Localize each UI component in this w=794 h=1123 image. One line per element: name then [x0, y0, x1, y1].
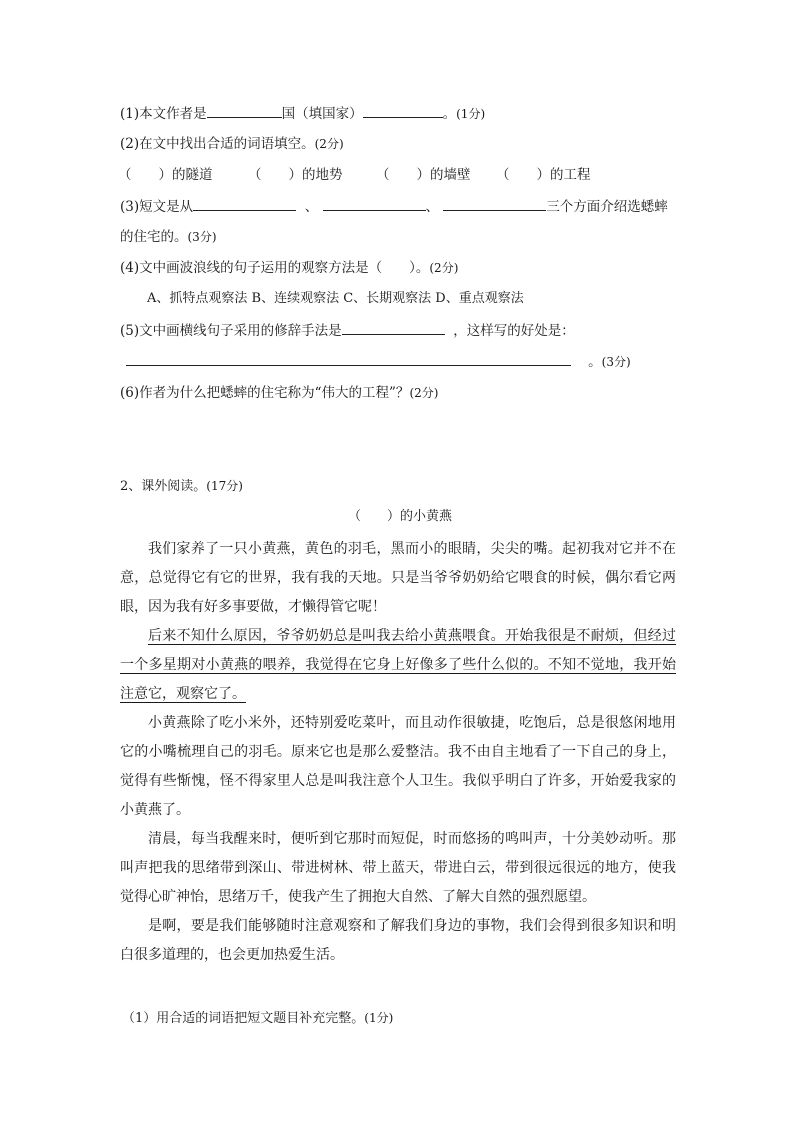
question-4-points: (2分): [429, 261, 459, 275]
question-1: [120, 103, 680, 124]
article-paragraph: 是啊，要是我们能够随时注意观察和了解我们身边的事物，我们会得到很多知识和明白很多道理的，也会更加热爱生活。: [120, 918, 676, 963]
question-5: [120, 320, 680, 341]
question-5-points: (3分): [601, 355, 631, 369]
fill-item[interactable]: （ ）的地势: [248, 167, 343, 183]
section-2-question-1-points: (1分): [364, 1011, 394, 1025]
article-paragraph: 清晨，每当我醒来时，便听到它那时而短促，时而悠扬的鸣叫声，十分美妙动听。那叫声把我的思绪带到深山、带进树林、带上蓝天，带进白云，带到很远很远的地方，使我觉得心旷神怡，思绪万千，使我产生了拥抱大自然、了解大自然的强烈愿望。: [120, 831, 676, 905]
section-2-question-1-label: （1）用合适的词语把短文题目补充完整。: [122, 1011, 365, 1026]
article-body: [120, 535, 676, 970]
question-2-label: (2)在文中找出合适的词语填空。: [120, 136, 315, 152]
question-5-cont: [120, 351, 680, 372]
fill-item[interactable]: （ ）的工程: [496, 167, 591, 183]
question-4-label: (4)文中画波浪线的句子运用的观察方法是（ ）。: [120, 260, 430, 276]
answer-blank-aspect-2[interactable]: [323, 196, 426, 211]
question-3-cont: [120, 227, 680, 247]
question-2: [120, 134, 680, 154]
question-3-sep: 、: [425, 199, 440, 215]
section-2-points: (17分): [206, 479, 243, 493]
question-6: [120, 383, 680, 403]
question-2-items: [118, 165, 678, 185]
question-3-sep: 、: [304, 199, 319, 215]
answer-blank-aspect-3[interactable]: [443, 196, 546, 211]
section-2-title: 2、课外阅读。: [120, 479, 207, 494]
answer-blank-author-name[interactable]: [363, 103, 443, 118]
question-1-label: (1)本文作者是: [120, 106, 207, 122]
question-6-points: (2分): [409, 386, 439, 400]
question-1-points: (1分): [456, 107, 486, 121]
section-2-question-1: [122, 1008, 682, 1029]
question-5-label: (5)文中画横线句子采用的修辞手法是: [120, 323, 342, 339]
section-2-heading: [120, 476, 680, 497]
fill-item[interactable]: （ ）的隧道: [118, 167, 213, 183]
article-paragraph: 我们家养了一只小黄燕，黄色的羽毛，黑而小的眼睛，尖尖的嘴。起初我对它并不在意，总觉得它有它的世界，我有我的天地。只是当爷爷奶奶给它喂食的时候，偶尔看它两眼，因为我有好多事要做，才懒得管它呢！: [120, 541, 676, 615]
question-6-label: (6)作者为什么把蟋蟀的住宅称为“伟大的工程”？: [120, 385, 410, 401]
answer-blank-rhetoric[interactable]: [342, 320, 445, 335]
question-3-tail: 三个方面介绍选蟋蟀: [546, 199, 668, 215]
question-3: [120, 196, 680, 217]
article-paragraph: 小黄燕除了吃小米外，还特别爱吃菜叶，而且动作很敏捷，吃饱后，总是很悠闲地用它的小嘴梳理自己的羽毛。原来它也是那么爱整洁。我不由自主地看了一下自己的身上，觉得有些惭愧，怪不得家里人总是叫我注意个人卫生。我似乎明白了许多，开始爱我家的小黄燕了。: [120, 715, 676, 818]
answer-blank-aspect-1[interactable]: [193, 196, 296, 211]
question-4: [120, 258, 680, 278]
question-3-label: (3)短文是从: [120, 199, 194, 215]
question-1-end: 。: [442, 106, 457, 122]
question-3-points: (3分): [187, 230, 217, 244]
answer-blank-author[interactable]: [207, 103, 282, 118]
answer-blank-benefit[interactable]: [126, 351, 571, 366]
article-paragraph-underlined: 后来不知什么原因，爷爷奶奶总是叫我去给小黄燕喂食。开始我很是不耐烦，但经过一个多星期对小黄燕的喂养，我觉得在它身上好像多了些什么似的。不知不觉地，我开始注意它，观察它了。: [120, 628, 676, 702]
fill-item[interactable]: （ ）的墙壁: [376, 167, 471, 183]
question-5-end: 。: [588, 354, 602, 370]
question-2-points: (2分): [314, 137, 344, 151]
question-5-tail: ，这样写的好处是：: [453, 323, 575, 339]
article-title: （ ）的小黄燕: [347, 509, 452, 524]
question-1-mid: 国（填国家）: [281, 106, 363, 122]
question-4-options[interactable]: A、抓特点观察法 B、连续观察法 C、长期观察法 D、重点观察法: [147, 291, 524, 306]
question-3-line2: 的住宅的。: [120, 229, 188, 245]
